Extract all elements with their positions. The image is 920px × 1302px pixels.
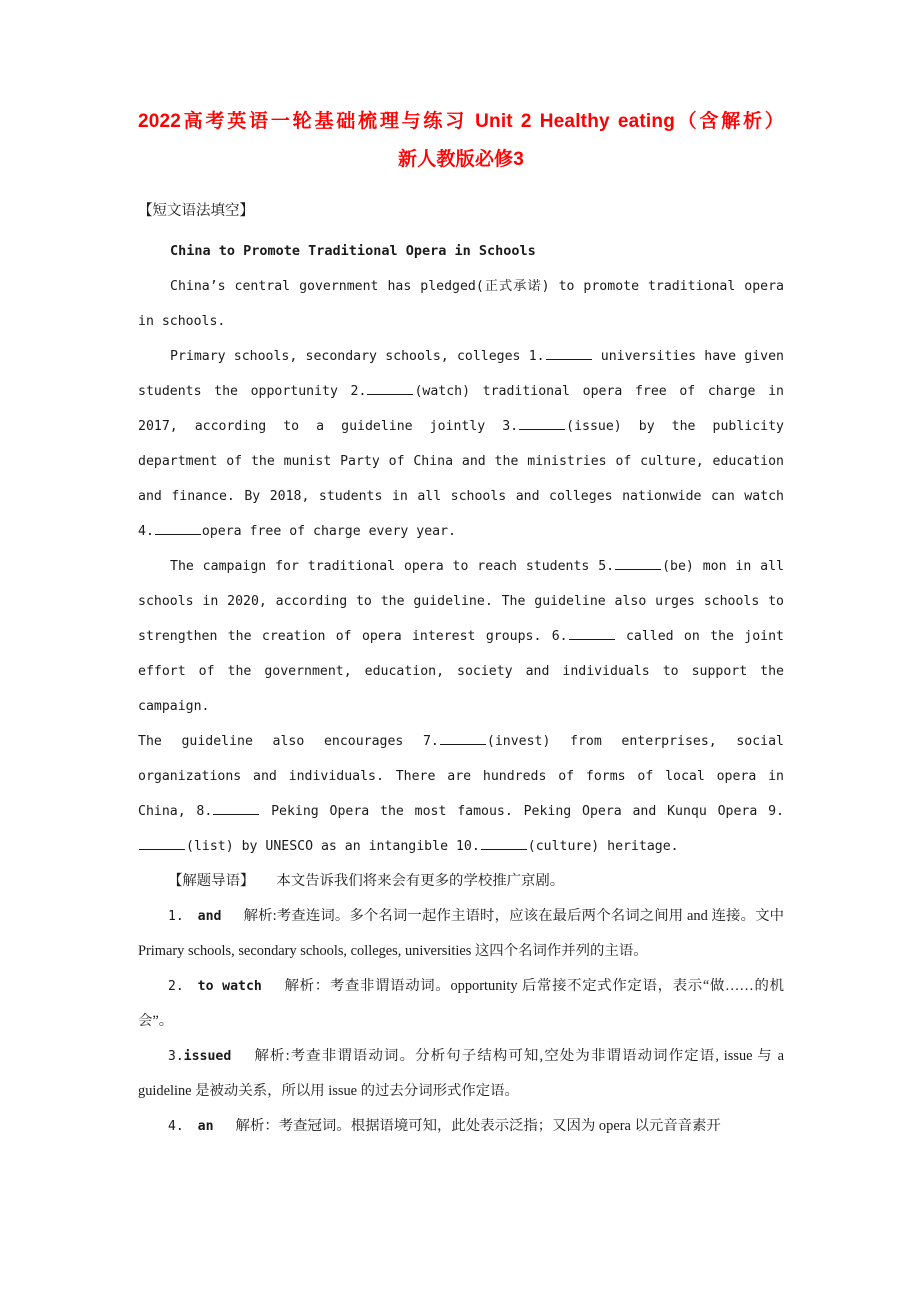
answer-number: 3. — [168, 1049, 184, 1064]
passage-text: called on the joint effort of the government, education, society and individuals to support the campaign. — [138, 629, 784, 714]
passage-text: universities have given students the opportunity 2. — [138, 349, 784, 399]
page-title — [138, 104, 784, 178]
passage-heading: China to Promote Traditional Opera in Schools — [170, 243, 536, 259]
answer-blank-1[interactable] — [546, 347, 592, 360]
passage-text: (issue) by the publicity department of the munist Party of China and the ministries of culture, education and finance. By 2018, students in all schools and colleges nationwide can watch 4. — [138, 419, 784, 539]
answer-item — [138, 1109, 784, 1144]
answer-item — [138, 969, 784, 1039]
answer-item — [138, 899, 784, 969]
passage-text: Peking Opera the most famous. Peking Opera and Kunqu Opera 9. — [260, 804, 784, 819]
answer-blank-6[interactable] — [569, 627, 615, 640]
passage-text: (invest) from enterprises, social organizations and individuals. There are hundreds of forms of local opera in China, 8. — [138, 734, 784, 819]
passage-paragraph — [138, 339, 784, 549]
passage-text: China’s central government has pledged(正式承诺) to promote traditional opera in schools. — [138, 279, 784, 329]
answer-item — [138, 1039, 784, 1109]
answer-blank-4[interactable] — [155, 522, 201, 535]
passage-paragraph — [138, 724, 784, 864]
answer-blank-3[interactable] — [519, 417, 565, 430]
page-title-line-1: 2022高考英语一轮基础梳理与练习 Unit 2 Healthy eating（含解析） — [138, 111, 784, 132]
answer-blank-5[interactable] — [615, 557, 661, 570]
answer-blank-10[interactable] — [481, 837, 527, 850]
passage-text: The guideline also encourages 7. — [138, 734, 439, 749]
answer-number: 4. — [168, 1119, 184, 1134]
answer-value: and — [197, 909, 222, 924]
analysis-label: 解析： — [235, 1118, 279, 1134]
answer-blank-2[interactable] — [367, 382, 413, 395]
analysis-text: 考查连词。多个名词一起作主语时，应该在最后两个名词之间用 and 连接。文中 Primary schools, secondary schools, colleges, universities 这四个名词作并列的主语。 — [138, 908, 784, 959]
answer-blank-9[interactable] — [139, 837, 185, 850]
passage-paragraph — [138, 269, 784, 339]
passage-paragraph — [138, 549, 784, 724]
analysis-label: 解析: — [253, 1048, 290, 1064]
answer-number: 2. — [168, 979, 184, 994]
answer-value: issued — [183, 1049, 232, 1064]
page-title-line-2: 新人教版必修3 — [398, 149, 524, 170]
passage-text: (list) by UNESCO as an intangible 10. — [186, 839, 480, 854]
answer-value: to watch — [197, 979, 262, 994]
analysis-text: 考查非谓语动词。opportunity 后常接不定式作定语，表示“做……的机会”。 — [138, 978, 784, 1029]
passage-text: (watch) traditional opera free of charge in 2017, according to a guideline jointly 3. — [138, 384, 784, 434]
guide-paragraph — [138, 864, 784, 899]
answer-value: an — [197, 1119, 214, 1134]
section-label: 【短文语法填空】 — [138, 203, 254, 219]
passage-text: Primary schools, secondary schools, colleges 1. — [170, 349, 545, 364]
guide-text: 本文告诉我们将来会有更多的学校推广京剧。 — [276, 873, 565, 889]
analysis-text: 考查冠词。根据语境可知，此处表示泛指；又因为 opera 以元音音素开 — [278, 1118, 721, 1134]
document-content — [138, 0, 784, 1144]
analysis-label: 解析： — [283, 978, 330, 994]
analysis-text: 考查非谓语动词。分析句子结构可知,空处为非谓语动词作定语, issue 与 a guideline 是被动关系，所以用 issue 的过去分词形式作定语。 — [138, 1048, 784, 1099]
answer-number: 1. — [168, 909, 184, 924]
passage-text: (culture) heritage. — [527, 839, 679, 854]
passage-text: The campaign for traditional opera to reach students 5. — [170, 559, 615, 574]
guide-label: 【解题导语】 — [168, 873, 255, 889]
answer-blank-8[interactable] — [213, 802, 259, 815]
answer-blank-7[interactable] — [440, 732, 486, 745]
passage-text: opera free of charge every year. — [201, 524, 456, 539]
analysis-label: 解析: — [243, 908, 277, 924]
passage-text: (be) mon in all schools in 2020, according to the guideline. The guideline also urges schools to strengthen the creation of opera interest groups. 6. — [138, 559, 784, 644]
